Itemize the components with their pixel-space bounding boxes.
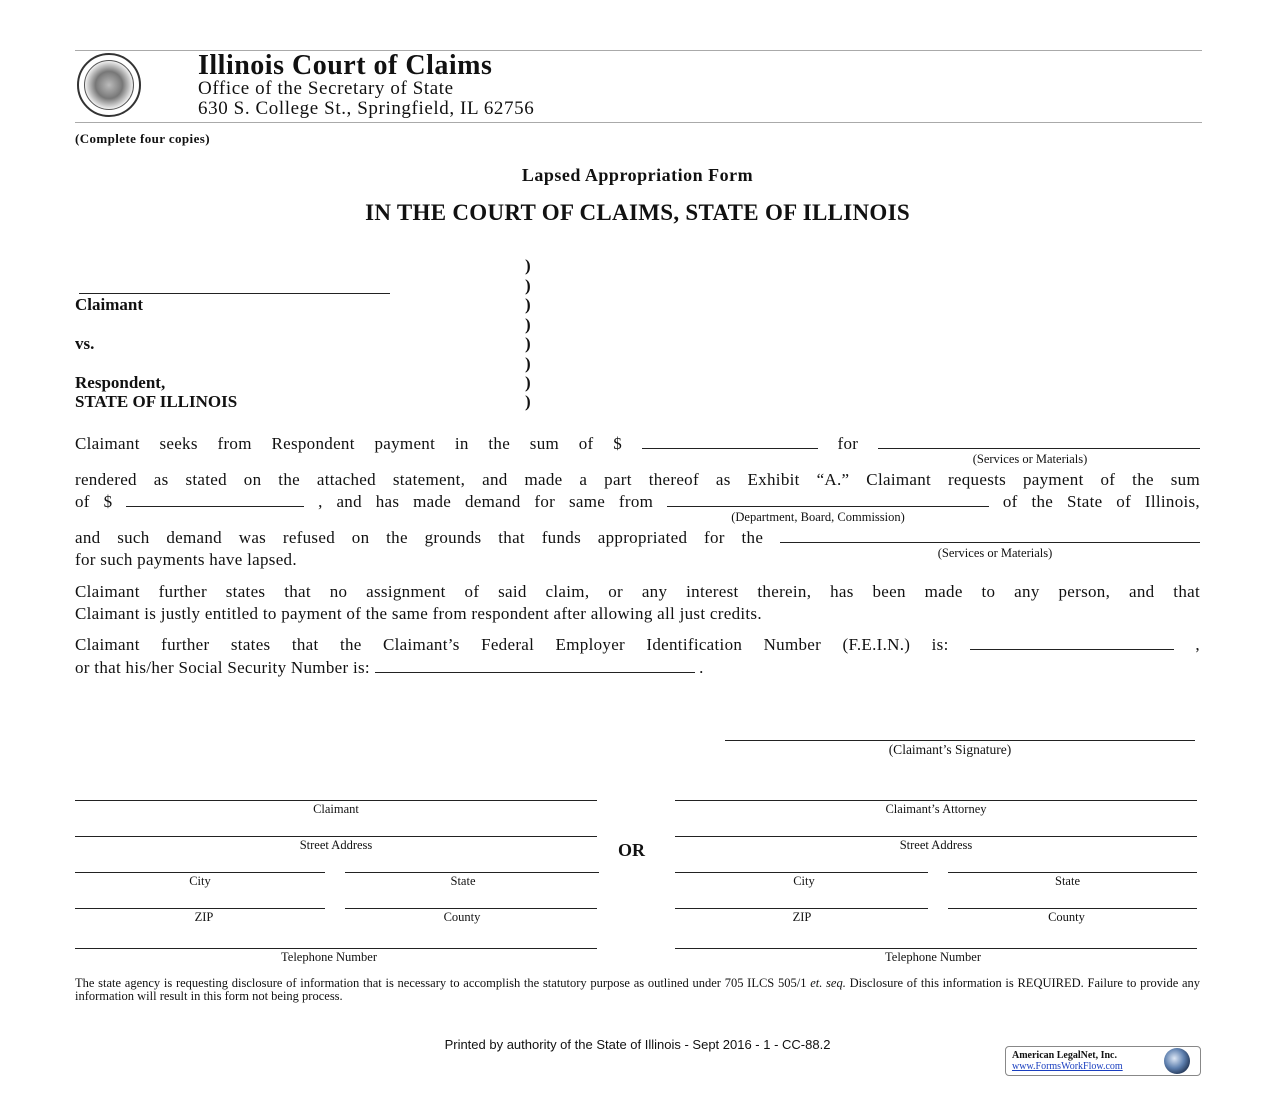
attorney-zip-blank[interactable] (675, 908, 928, 909)
phone-blank[interactable] (75, 948, 597, 949)
phone-caption: Telephone Number (281, 950, 377, 964)
assignment-line-1: Claimant further states that no assignment of said claim, or any interest therein, has been made to any person, and that (75, 582, 1200, 601)
attorney-caption: Claimant’s Attorney (885, 802, 987, 816)
attorney-city-blank[interactable] (675, 872, 928, 873)
body-text: Claimant further states that the Claimant’s Federal Employer Identification Number (F.E.I.N.) is: (75, 635, 949, 654)
caption-paren: ) (525, 354, 531, 373)
attorney-blank[interactable] (675, 800, 1197, 801)
header-bottom-rule (75, 122, 1202, 123)
body-text: of the State of Illinois, (1002, 492, 1200, 511)
claimant-label: Claimant (75, 295, 143, 314)
globe-icon (1164, 1048, 1190, 1074)
vs-label: vs. (75, 334, 95, 353)
body-text: of $ (75, 492, 113, 511)
attorney-street-caption: Street Address (899, 838, 973, 852)
body-text: , (1195, 635, 1200, 654)
county-blank[interactable] (345, 908, 597, 909)
city-blank[interactable] (75, 872, 325, 873)
header-title: Illinois Court of Claims (198, 50, 493, 81)
street-blank[interactable] (75, 836, 597, 837)
caption-paren: ) (525, 373, 531, 392)
body-line-3 (75, 492, 1200, 512)
footer-text: Printed by authority of the State of Illinois - Sept 2016 - 1 - CC-88.2 (444, 1037, 831, 1052)
disclosure-italic: et. seq. (810, 976, 846, 990)
caption-paren: ) (525, 392, 531, 411)
badge-url[interactable]: www.FormsWorkFlow.com (1012, 1061, 1123, 1072)
services-blank[interactable] (878, 434, 1200, 449)
attorney-city-caption: City (793, 874, 815, 888)
ssn-line (75, 658, 1200, 678)
body-text: or that his/her Social Security Number is: (75, 658, 370, 677)
attorney-zip-caption: ZIP (792, 910, 812, 924)
court-heading: IN THE COURT OF CLAIMS, STATE OF ILLINOIS (365, 200, 910, 225)
body-text: , and has made demand for same from (318, 492, 654, 511)
fein-blank[interactable] (970, 635, 1174, 650)
form-name: Lapsed Appropriation Form (521, 165, 754, 185)
assignment-line-2: Claimant is justly entitled to payment of the same from respondent after allowing all just credits. (75, 604, 762, 623)
department-blank[interactable] (667, 492, 989, 507)
claimant-blank[interactable] (75, 800, 597, 801)
attorney-county-caption: County (1048, 910, 1085, 924)
body-text: Claimant seeks from Respondent payment in the sum of $ (75, 434, 623, 453)
caption-paren: ) (525, 256, 531, 275)
department-caption: (Department, Board, Commission) (731, 510, 905, 524)
claimant-caption: Claimant (313, 802, 359, 816)
attorney-state-blank[interactable] (948, 872, 1197, 873)
state-blank[interactable] (345, 872, 599, 873)
state-caption: State (450, 874, 476, 888)
zip-caption: ZIP (194, 910, 214, 924)
attorney-street-blank[interactable] (675, 836, 1197, 837)
fein-line (75, 635, 1200, 655)
body-text: and such demand was refused on the grounds that funds appropriated for the (75, 528, 764, 547)
body-line-4 (75, 528, 1200, 548)
county-caption: County (443, 910, 481, 924)
services-blank-2[interactable] (780, 528, 1200, 543)
caption-paren: ) (525, 315, 531, 334)
body-line-5: for such payments have lapsed. (75, 550, 297, 569)
body-line-1 (75, 434, 1200, 454)
caption-paren: ) (525, 334, 531, 353)
signature-label: (Claimant’s Signature) (888, 742, 1012, 757)
body-text: . (699, 658, 704, 677)
services-caption-2: (Services or Materials) (937, 546, 1053, 560)
signature-blank[interactable] (725, 740, 1195, 741)
services-caption: (Services or Materials) (972, 452, 1088, 466)
caption-paren: ) (525, 295, 531, 314)
disclosure-text: Disclosure of this information is REQUIRED. Failure to provide any information will result in this form not being process. (75, 976, 1201, 1003)
zip-blank[interactable] (75, 908, 325, 909)
respondent-name: STATE OF ILLINOIS (75, 392, 238, 411)
or-label: OR (618, 840, 645, 860)
respondent-label: Respondent, (75, 373, 166, 392)
attorney-phone-blank[interactable] (675, 948, 1197, 949)
sum-blank-2[interactable] (126, 492, 304, 507)
attorney-state-caption: State (1055, 874, 1080, 888)
header-address: 630 S. College St., Springfield, IL 62756 (198, 98, 535, 119)
american-legalnet-badge[interactable] (1005, 1046, 1201, 1076)
sum-blank[interactable] (642, 434, 818, 449)
body-text: for (837, 434, 859, 453)
disclosure-text: The state agency is requesting disclosure of information that is necessary to accomplish the statutory purpose as outlined under 705 ILCS 505/1 (75, 976, 807, 990)
attorney-county-blank[interactable] (948, 908, 1197, 909)
attorney-phone-caption: Telephone Number (885, 950, 981, 964)
badge-company: American LegalNet, Inc. (1012, 1050, 1117, 1061)
instruction-text: (Complete four copies) (75, 131, 210, 146)
state-seal-logo (77, 53, 141, 117)
street-caption: Street Address (299, 838, 373, 852)
claimant-name-blank[interactable] (79, 293, 390, 294)
caption-paren: ) (525, 276, 531, 295)
disclosure-notice (75, 977, 1200, 1003)
ssn-blank[interactable] (375, 658, 695, 673)
body-line-2: rendered as stated on the attached statement, and made a part thereof as Exhibit “A.” Claimant requests payment of the sum (75, 470, 1200, 489)
header-office: Office of the Secretary of State (198, 78, 454, 99)
city-caption: City (189, 874, 211, 888)
